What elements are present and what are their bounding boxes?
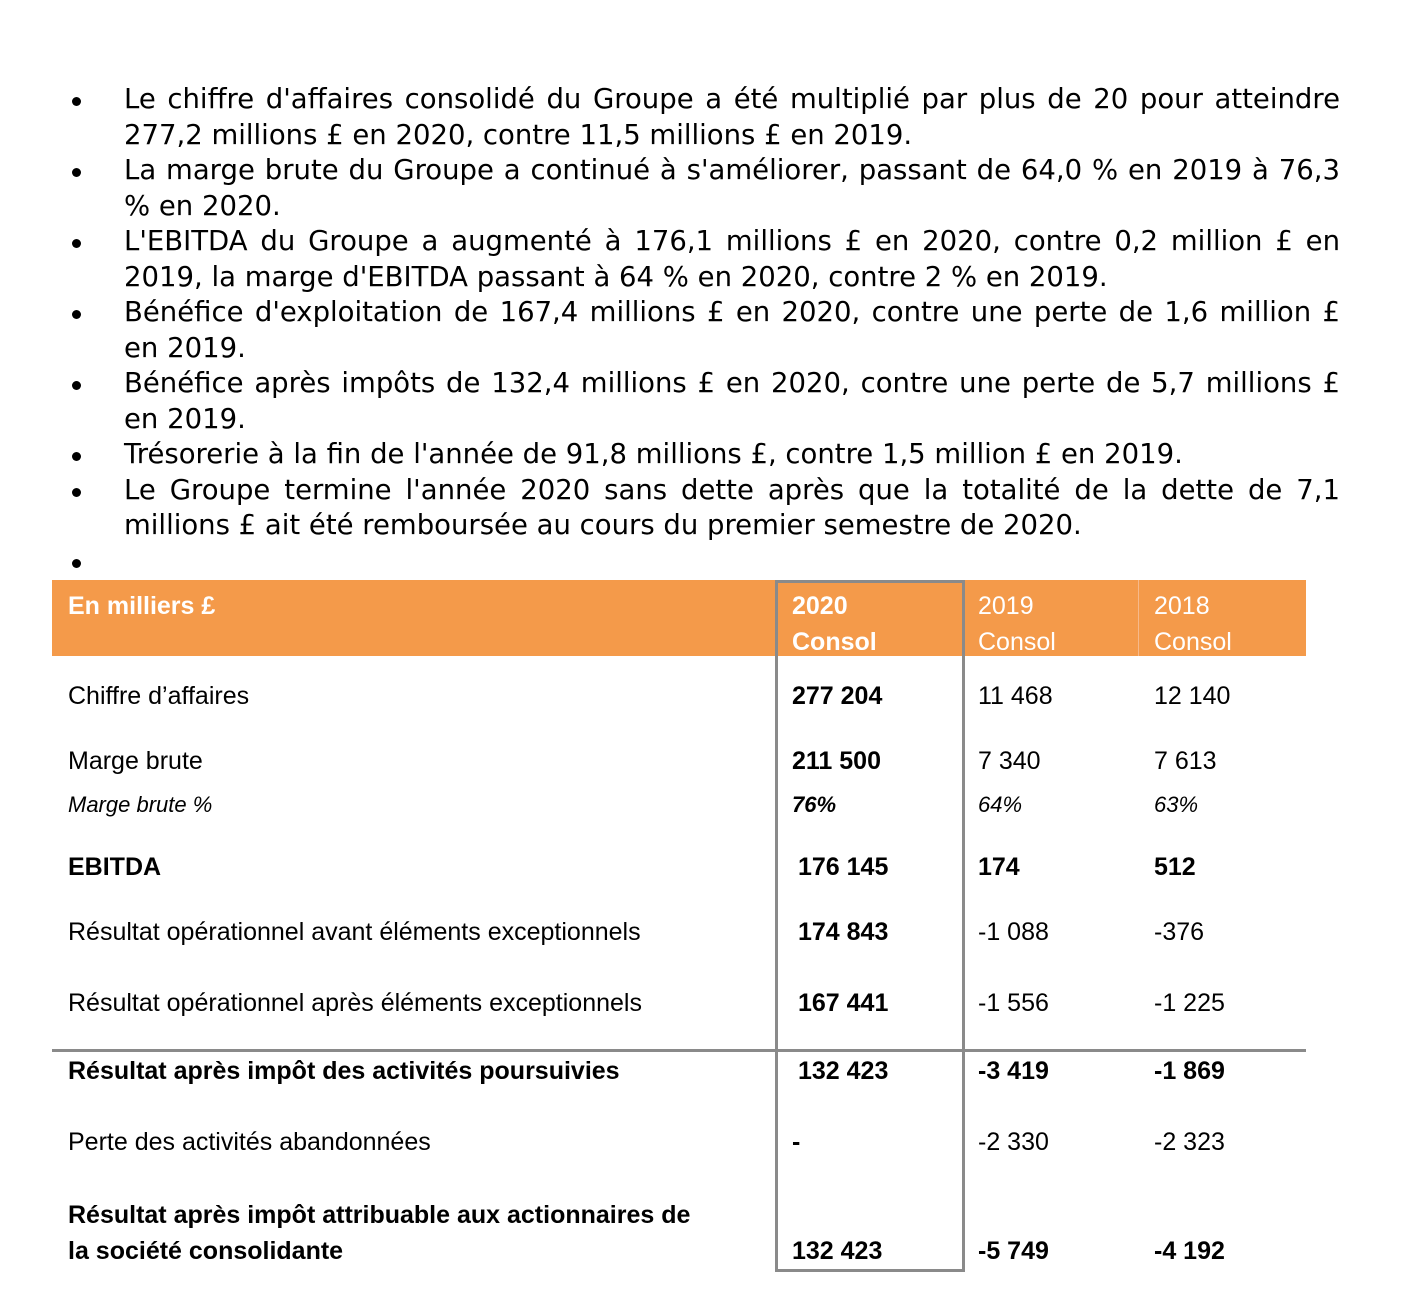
bullet-list [0, 82, 1420, 580]
header-2020: 2020 Consol [792, 592, 877, 656]
bullet-dot-icon [72, 381, 81, 390]
bullet-dot-icon [72, 310, 81, 319]
header-divider [962, 580, 963, 656]
bullet-dot-icon [72, 559, 81, 568]
bullet-dot-icon [72, 239, 81, 248]
bullet-dot-icon [72, 488, 81, 497]
bullet-item: Bénéfice d'exploitation de 167,4 millions £ en 2020, contre une perte de 1,6 million £ en 2019. [0, 295, 1340, 366]
financial-table: En milliers £ 2020 Consol 2019 Consol 2018 Consol Chiffre d’affaires 277 204 11 468 12 140 Marge brute 211 500 7 340 7 613 Marge brute % 76% 64% 63% EBITDA 176 145 174 512 Résultat opérationnel avant éléments exceptionnels 174 843 -1 088 -376 Résultat opérationnel après éléments exceptionnels 167 441 -1 556 -1 225 Résultat après impôt des activités poursuivies 132 423 -3 419 -1 869 Perte des activités abandonnées - -2 330 -2 323 Résultat après impôt attribuable aux actionnaires de la société consolidante 132 423 -5 749 -4 192 [52, 580, 1306, 1280]
table-divider [52, 1049, 1306, 1052]
bullet-dot-icon [72, 452, 81, 461]
bullet-item: Le Groupe termine l'année 2020 sans dette après que la totalité de la dette de 7,1 millions £ ait été remboursée au cours du premier semestre de 2020. [0, 473, 1340, 544]
header-divider [1138, 580, 1139, 656]
bullet-dot-icon [72, 168, 81, 177]
table-header [52, 580, 1306, 656]
bullet-item: Bénéfice après impôts de 132,4 millions £ en 2020, contre une perte de 5,7 millions £ en 2019. [0, 366, 1340, 437]
header-2018: 2018 Consol [1154, 592, 1232, 656]
bullet-dot-icon [72, 97, 81, 106]
header-divider [775, 580, 776, 656]
bullet-item: L'EBITDA du Groupe a augmenté à 176,1 millions £ en 2020, contre 0,2 million £ en 2019, la marge d'EBITDA passant à 64 % en 2020, contre 2 % en 2019. [0, 224, 1340, 295]
header-label: En milliers £ [68, 592, 216, 620]
header-2019: 2019 Consol [978, 592, 1056, 656]
bullet-item: La marge brute du Groupe a continué à s'améliorer, passant de 64,0 % en 2019 à 76,3 % en 2020. [0, 153, 1340, 224]
bullet-item-empty [0, 544, 1340, 580]
bullet-item: Le chiffre d'affaires consolidé du Groupe a été multiplié par plus de 20 pour atteindre 277,2 millions £ en 2020, contre 11,5 millions £ en 2019. [0, 82, 1340, 153]
bullet-item: Trésorerie à la fin de l'année de 91,8 millions £, contre 1,5 million £ en 2019. [0, 437, 1340, 473]
